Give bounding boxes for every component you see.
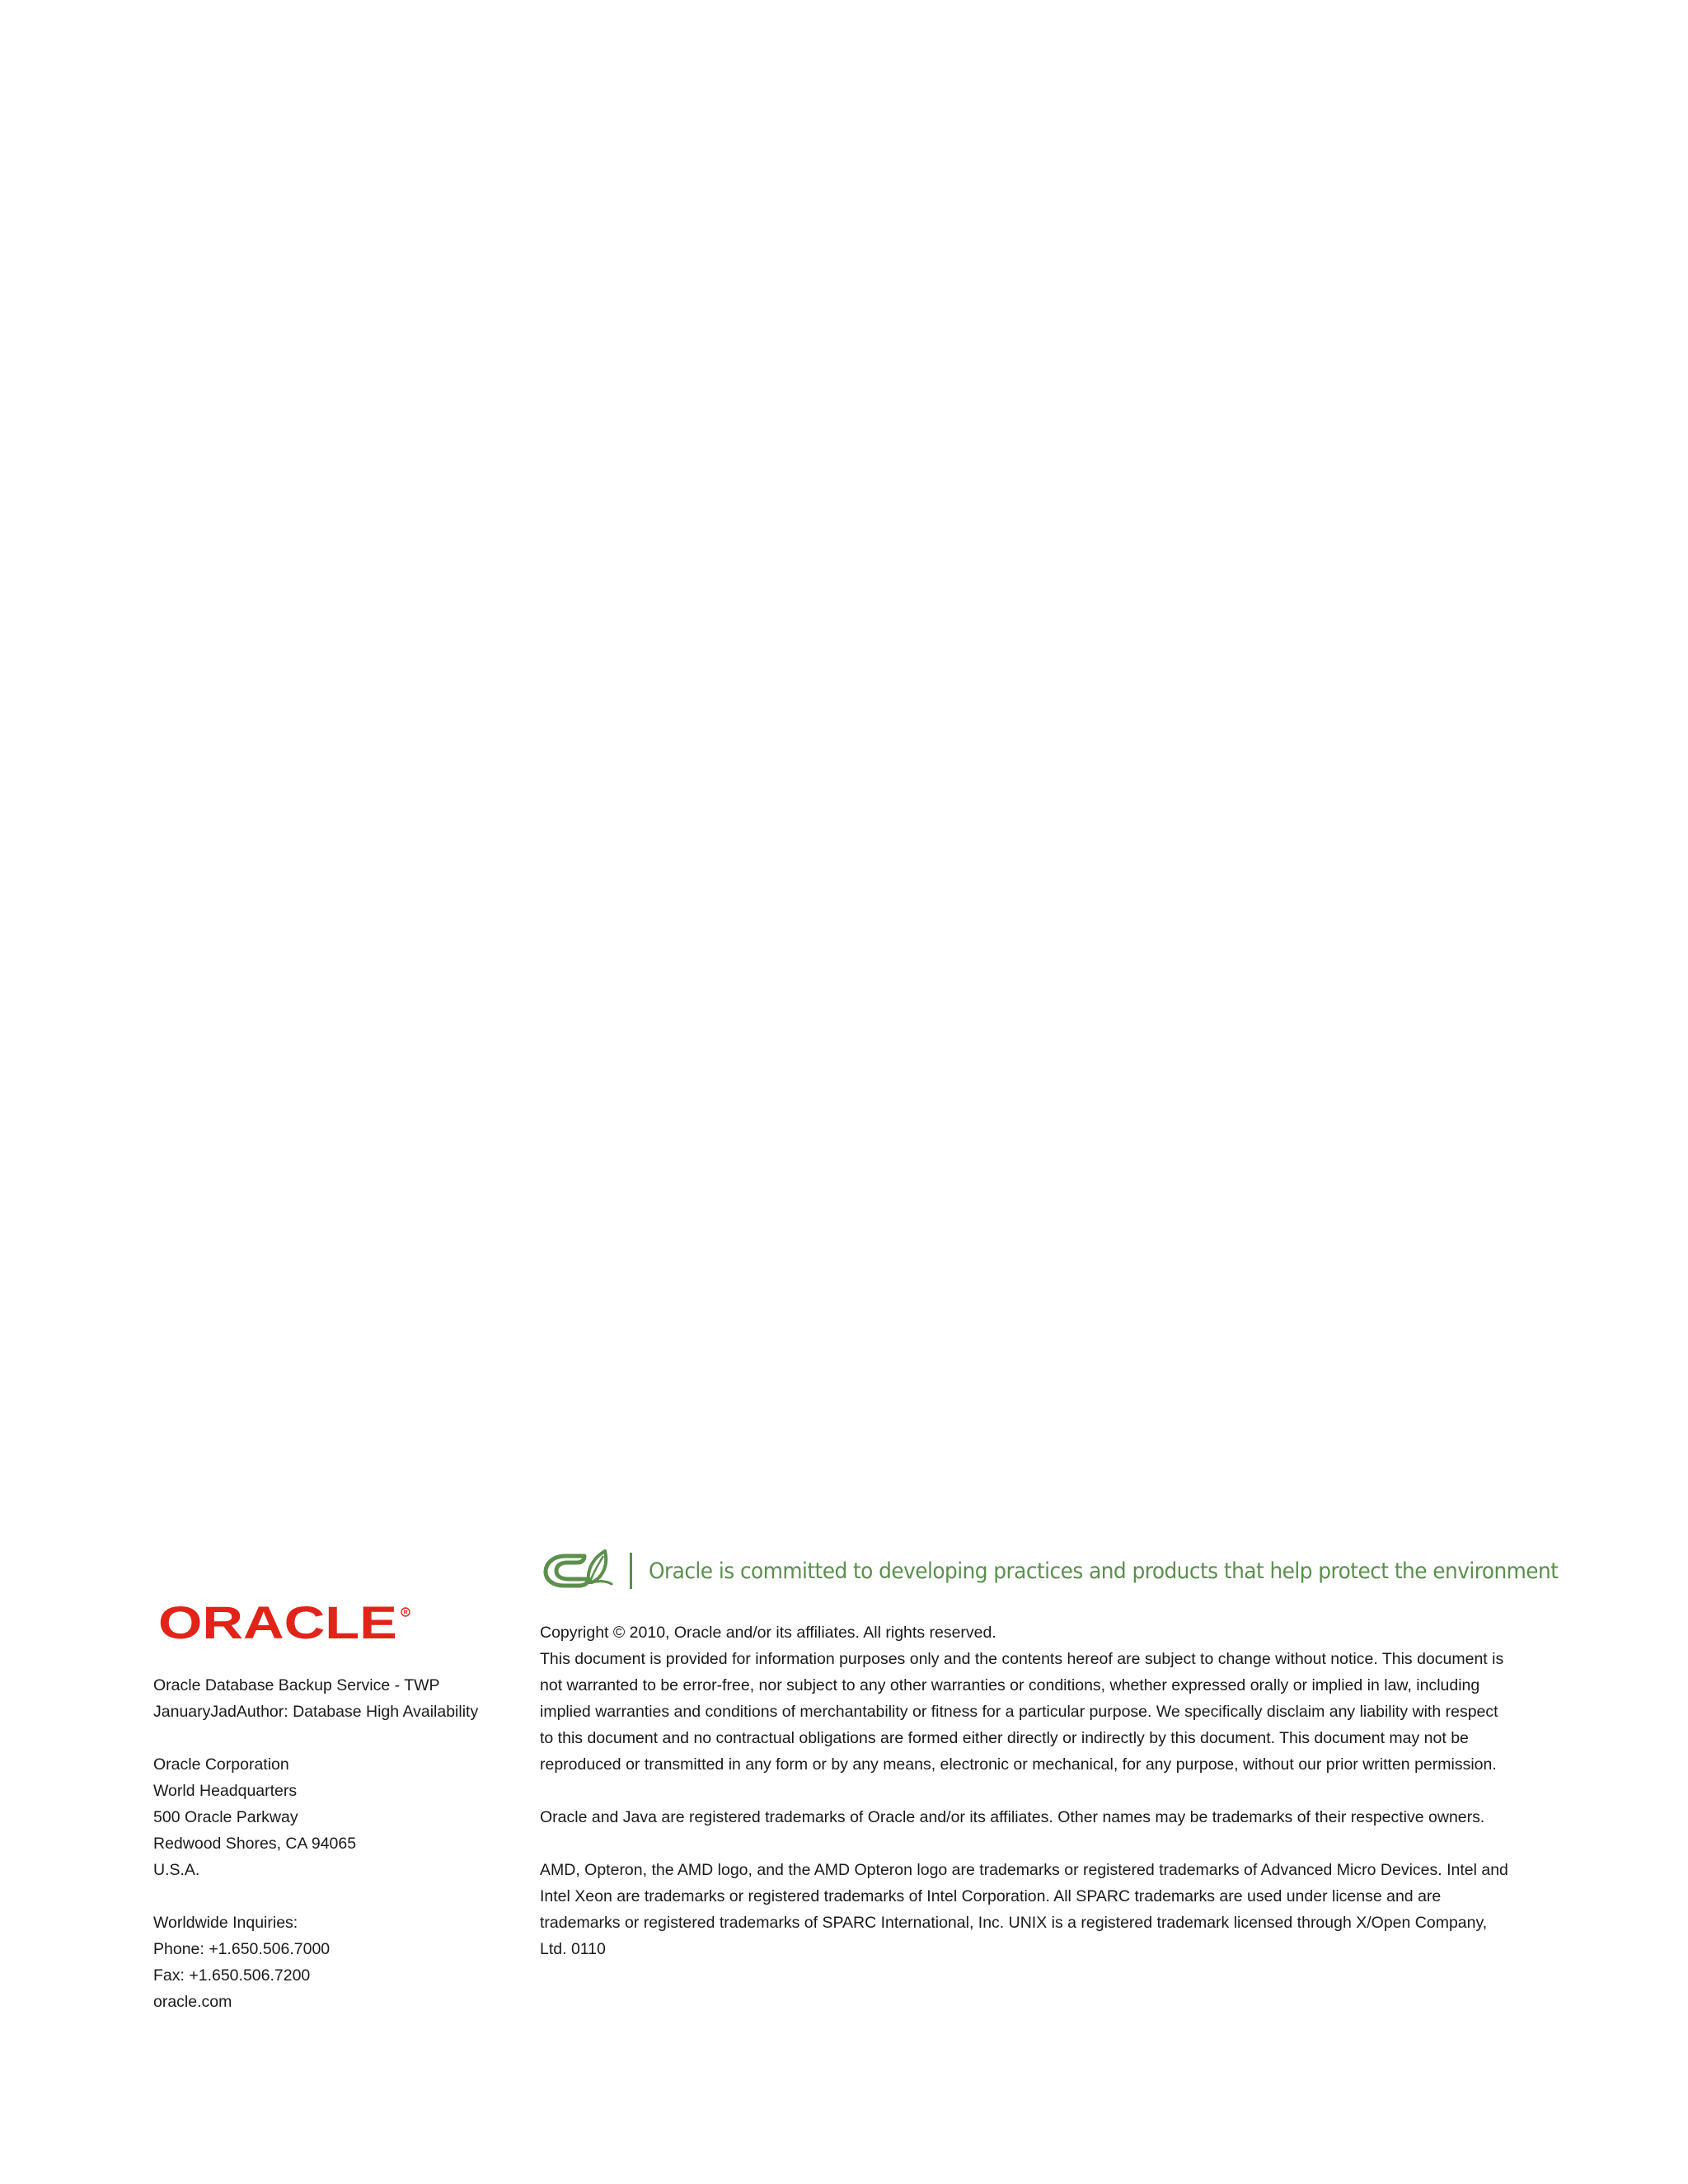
inquiries-label: Worldwide Inquiries: [153,1914,298,1932]
oracle-logo-text: ORACLE [158,1602,397,1643]
document-author: JanuaryJadAuthor: Database High Availability [153,1703,479,1721]
environment-statement: Oracle is committed to developing practices and products that help protect the environment [649,1558,1559,1584]
trademark-others-paragraph: AMD, Opteron, the AMD logo, and the AMD Opteron logo are trademarks or registered trademarks of Advanced Micro Devices. Intel and Intel Xeon are trademarks or registered trademarks of Intel Corporation. All SPARC trademarks are used under license and are trademarks or registered trademarks of SPARC International, Inc. UNIX is a registered trademark licensed through X/Open Company, Ltd. 0110 [540,1861,1508,1958]
svg-text:R: R [403,1610,408,1616]
copyright-line: Copyright © 2010, Oracle and/or its affiliates. All rights reserved. [540,1624,996,1642]
phone-number: Phone: +1.650.506.7000 [153,1940,331,1958]
fax-number: Fax: +1.650.506.7200 [153,1966,311,1985]
trademark-oracle-paragraph: Oracle and Java are registered trademarks of Oracle and/or its affiliates. Other names may be trademarks of their respective owners. [540,1808,1485,1826]
street-address: 500 Oracle Parkway [153,1808,298,1826]
oracle-logo [158,1602,414,1643]
country: U.S.A. [153,1861,200,1879]
headquarters-label: World Headquarters [153,1782,298,1800]
disclaimer-paragraph: This document is provided for information purposes only and the contents hereof are subject to change without notice. This document is not warranted to be error-free, nor subject to any other warranties or conditions, whether expressed orally or implied in law, including implied warranties and conditions of merchantability or fitness for a particular purpose. We specifically disclaim any liability with respect to this document and no contractual obligations are formed either directly or indirectly by this document. This document may not be reproduced or transmitted in any form or by any means, electronic or mechanical, for any purpose, without our prior written permission. [540,1650,1504,1774]
document-title: Oracle Database Backup Service - TWP [153,1676,440,1694]
company-name: Oracle Corporation [153,1755,289,1774]
leaf-recycle-icon [541,1546,615,1596]
city-address: Redwood Shores, CA 94065 [153,1835,357,1853]
website: oracle.com [153,1993,232,2011]
legal-notice [540,1619,1512,1962]
contact-info [153,1672,499,2015]
environment-banner [541,1546,1637,1596]
banner-divider [630,1553,632,1589]
